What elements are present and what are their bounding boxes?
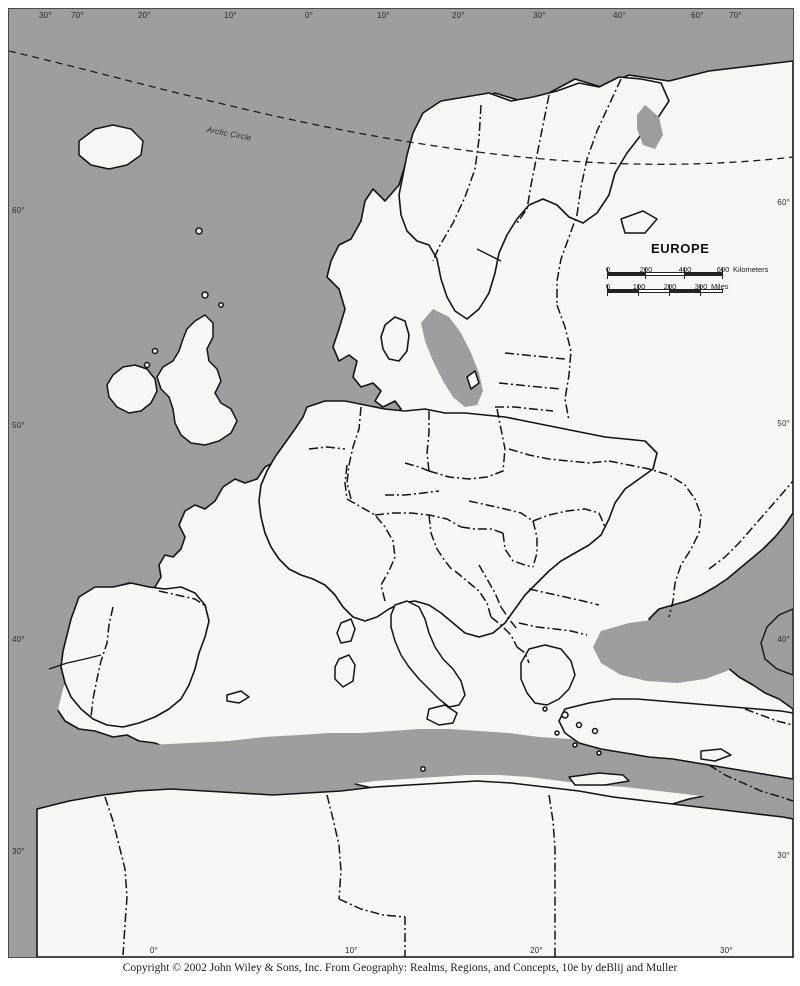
lon-label-top: 10° [224, 11, 237, 20]
lon-label-bottom: 10° [345, 946, 358, 955]
lon-label-top: 0° [305, 11, 314, 20]
malta [421, 767, 425, 771]
arctic-circle-label: Arctic Circle [206, 125, 253, 143]
lon-label-top: 70° [729, 11, 742, 20]
lat-label-right: 30° [777, 851, 790, 860]
lat-label-left: 30° [12, 847, 25, 856]
lon-label-bottom: 20° [530, 946, 543, 955]
scalebar-mi-unit: Miles [711, 282, 729, 291]
europe-outline-map [9, 9, 793, 957]
scalebar-kilometers [601, 265, 771, 281]
scalebar-km-bar [607, 272, 723, 276]
scalebar-km-tick: 400 [678, 265, 692, 274]
scalebar-mi-tick: 0 [605, 282, 611, 291]
lon-label-top: 10° [377, 11, 390, 20]
lon-label-top: 40° [613, 11, 626, 20]
lon-label-top: 30° [533, 11, 546, 20]
lon-label-top: 20° [138, 11, 151, 20]
scalebar-miles [601, 282, 771, 298]
lat-label-left: 50° [12, 421, 25, 430]
scalebar-mi-tick: 200 [663, 282, 677, 291]
lon-label-bottom: 30° [720, 946, 733, 955]
copyright-notice: Copyright © 2002 John Wiley & Sons, Inc. From Geography: Realms, Regions, and Concepts, 10e by deBlij and Muller [122, 962, 678, 974]
sardinia [335, 655, 355, 687]
lon-label-bottom: 0° [150, 946, 159, 955]
lon-label-top: 20° [452, 11, 465, 20]
scalebar-km-tick: 200 [639, 265, 653, 274]
scalebar-mi-tick: 300 [694, 282, 708, 291]
scalebar-km-tick: 0 [605, 265, 611, 274]
lat-label-right: 60° [777, 198, 790, 207]
map-title: EUROPE [651, 241, 710, 256]
faroe-islands [196, 228, 202, 234]
map-frame [8, 8, 794, 958]
scalebar-km-tick: 600 [716, 265, 730, 274]
lat-label-left: 40° [12, 635, 25, 644]
lat-label-left: 60° [12, 206, 25, 215]
lon-label-top: 70° [71, 11, 84, 20]
map-legend [601, 241, 771, 299]
lon-label-top: 30° [39, 11, 52, 20]
north-africa [37, 781, 793, 957]
lon-label-top: 60° [691, 11, 704, 20]
scalebar-mi-tick: 100 [632, 282, 646, 291]
lat-label-right: 40° [777, 635, 790, 644]
lat-label-right: 50° [777, 419, 790, 428]
scalebar-km-unit: Kilometers [733, 265, 769, 274]
